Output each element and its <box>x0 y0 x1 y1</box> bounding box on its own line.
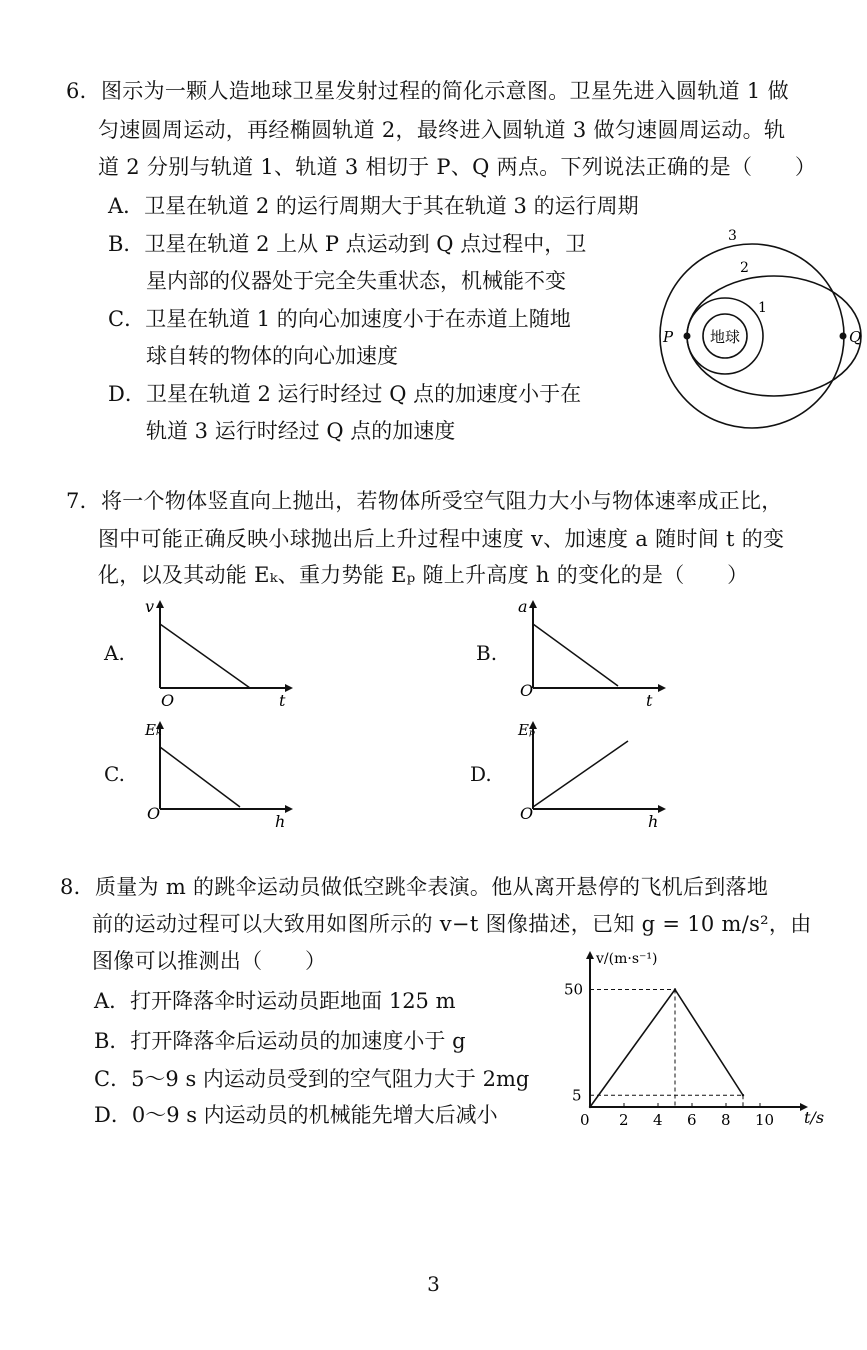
graph-a-curve <box>160 624 250 688</box>
q7-stem-line-3: 化，以及其动能 Eₖ、重力势能 Eₚ 随上升高度 h 的变化的是（ ） <box>98 563 749 587</box>
vt-point-0 <box>589 1106 591 1108</box>
orbit-1-label: 1 <box>758 300 767 316</box>
q6-option-a: A．卫星在轨道 2 的运行周期大于其在轨道 3 的运行周期 <box>108 194 639 218</box>
graph-c-origin: O <box>147 804 161 823</box>
graph-c-ylabel: Eₖ <box>145 721 162 739</box>
graph-d-curve <box>533 741 628 807</box>
q7-stem-line-2: 图中可能正确反映小球抛出后上升过程中速度 v、加速度 a 随时间 t 的变 <box>98 527 785 551</box>
point-p <box>684 333 691 340</box>
vt-y-axis-label: v/(m·s⁻¹) <box>596 951 658 967</box>
q7-graph-d <box>518 717 668 832</box>
graph-a-xlabel: t <box>279 691 286 710</box>
vt-point-1 <box>674 988 676 990</box>
graph-d-ylabel: Eₚ <box>518 721 535 739</box>
vt-chart <box>560 945 840 1135</box>
q6-option-d-line-2: 轨道 3 运行时经过 Q 点的加速度 <box>146 419 456 443</box>
page-number: 3 <box>427 1272 440 1296</box>
orbit-diagram <box>650 222 862 452</box>
graph-a-ylabel: v <box>145 597 155 616</box>
graph-b-origin: O <box>520 681 534 700</box>
vt-x-tick-label-1: 2 <box>619 1111 629 1129</box>
vt-y-tick-label-0: 5 <box>572 1086 582 1105</box>
vt-x-tick-label-2: 4 <box>653 1111 663 1129</box>
point-q-label: Q <box>849 328 862 346</box>
q6-stem-line-2: 匀速圆周运动，再经椭圆轨道 2，最终进入圆轨道 3 做匀速圆周运动。轨 <box>98 118 786 142</box>
earth-label: 地球 <box>709 328 741 346</box>
q7-graph-a-label: A. <box>104 641 125 665</box>
q8-option-c: C．5～9 s 内运动员受到的空气阻力大于 2mg <box>94 1067 530 1091</box>
graph-b-xlabel: t <box>646 691 653 710</box>
orbit-3-label: 3 <box>728 228 737 244</box>
q8-stem-line-1: 8．质量为 m 的跳伞运动员做低空跳伞表演。他从离开悬停的飞机后到落地 <box>60 875 769 899</box>
orbit-2-label: 2 <box>740 260 749 276</box>
q7-graph-c-label: C. <box>104 762 125 786</box>
graph-c-curve <box>160 747 240 807</box>
q8-option-a: A．打开降落伞时运动员距地面 125 m <box>94 989 456 1013</box>
vt-x-axis-label: t/s <box>804 1108 825 1127</box>
graph-c-xlabel: h <box>275 812 286 831</box>
vt-x-tick-label-4: 8 <box>721 1111 731 1129</box>
q7-graph-c <box>145 717 295 832</box>
vt-x-tick-label-0: 0 <box>580 1111 590 1129</box>
q7-stem-line-1: 7．将一个物体竖直向上抛出，若物体所受空气阻力大小与物体速率成正比， <box>66 489 783 513</box>
q6-stem-line-3: 道 2 分别与轨道 1、轨道 3 相切于 P、Q 两点。下列说法正确的是（ ） <box>98 155 817 179</box>
q7-graph-d-label: D. <box>470 762 492 786</box>
graph-b-curve <box>533 624 618 686</box>
q6-option-d-line-1: D．卫星在轨道 2 运行时经过 Q 点的加速度小于在 <box>108 382 582 406</box>
q8-option-b: B．打开降落伞后运动员的加速度小于 g <box>94 1029 466 1053</box>
graph-d-xlabel: h <box>648 812 659 831</box>
q6-option-c-line-2: 球自转的物体的向心加速度 <box>146 344 398 368</box>
graph-d-origin: O <box>520 804 534 823</box>
point-q <box>840 333 847 340</box>
q7-graph-b-label: B. <box>476 641 498 665</box>
q6-option-b-line-2: 星内部的仪器处于完全失重状态，机械能不变 <box>146 269 566 293</box>
q6-option-b-line-1: B．卫星在轨道 2 上从 P 点运动到 Q 点过程中，卫 <box>108 232 587 256</box>
vt-point-2 <box>742 1094 744 1096</box>
graph-b-ylabel: a <box>518 597 528 616</box>
vt-x-tick-label-3: 6 <box>687 1111 697 1129</box>
q8-stem-line-3: 图像可以推测出（ ） <box>92 949 327 973</box>
q8-stem-line-2: 前的运动过程可以大致用如图所示的 v−t 图像描述，已知 g = 10 m/s²，由 <box>92 912 812 936</box>
q6-stem-line-1: 6．图示为一颗人造地球卫星发射过程的简化示意图。卫星先进入圆轨道 1 做 <box>66 79 789 103</box>
graph-a-origin: O <box>161 691 175 710</box>
vt-x-tick-label-5: 10 <box>755 1111 775 1129</box>
q8-option-d: D．0～9 s 内运动员的机械能先增大后减小 <box>94 1103 498 1127</box>
vt-series-line <box>590 990 743 1108</box>
q6-option-c-line-1: C．卫星在轨道 1 的向心加速度小于在赤道上随地 <box>108 307 571 331</box>
q7-graph-a <box>145 596 295 711</box>
vt-y-tick-label-1: 50 <box>564 980 584 999</box>
q7-graph-b <box>518 596 668 711</box>
point-p-label: P <box>663 328 674 346</box>
